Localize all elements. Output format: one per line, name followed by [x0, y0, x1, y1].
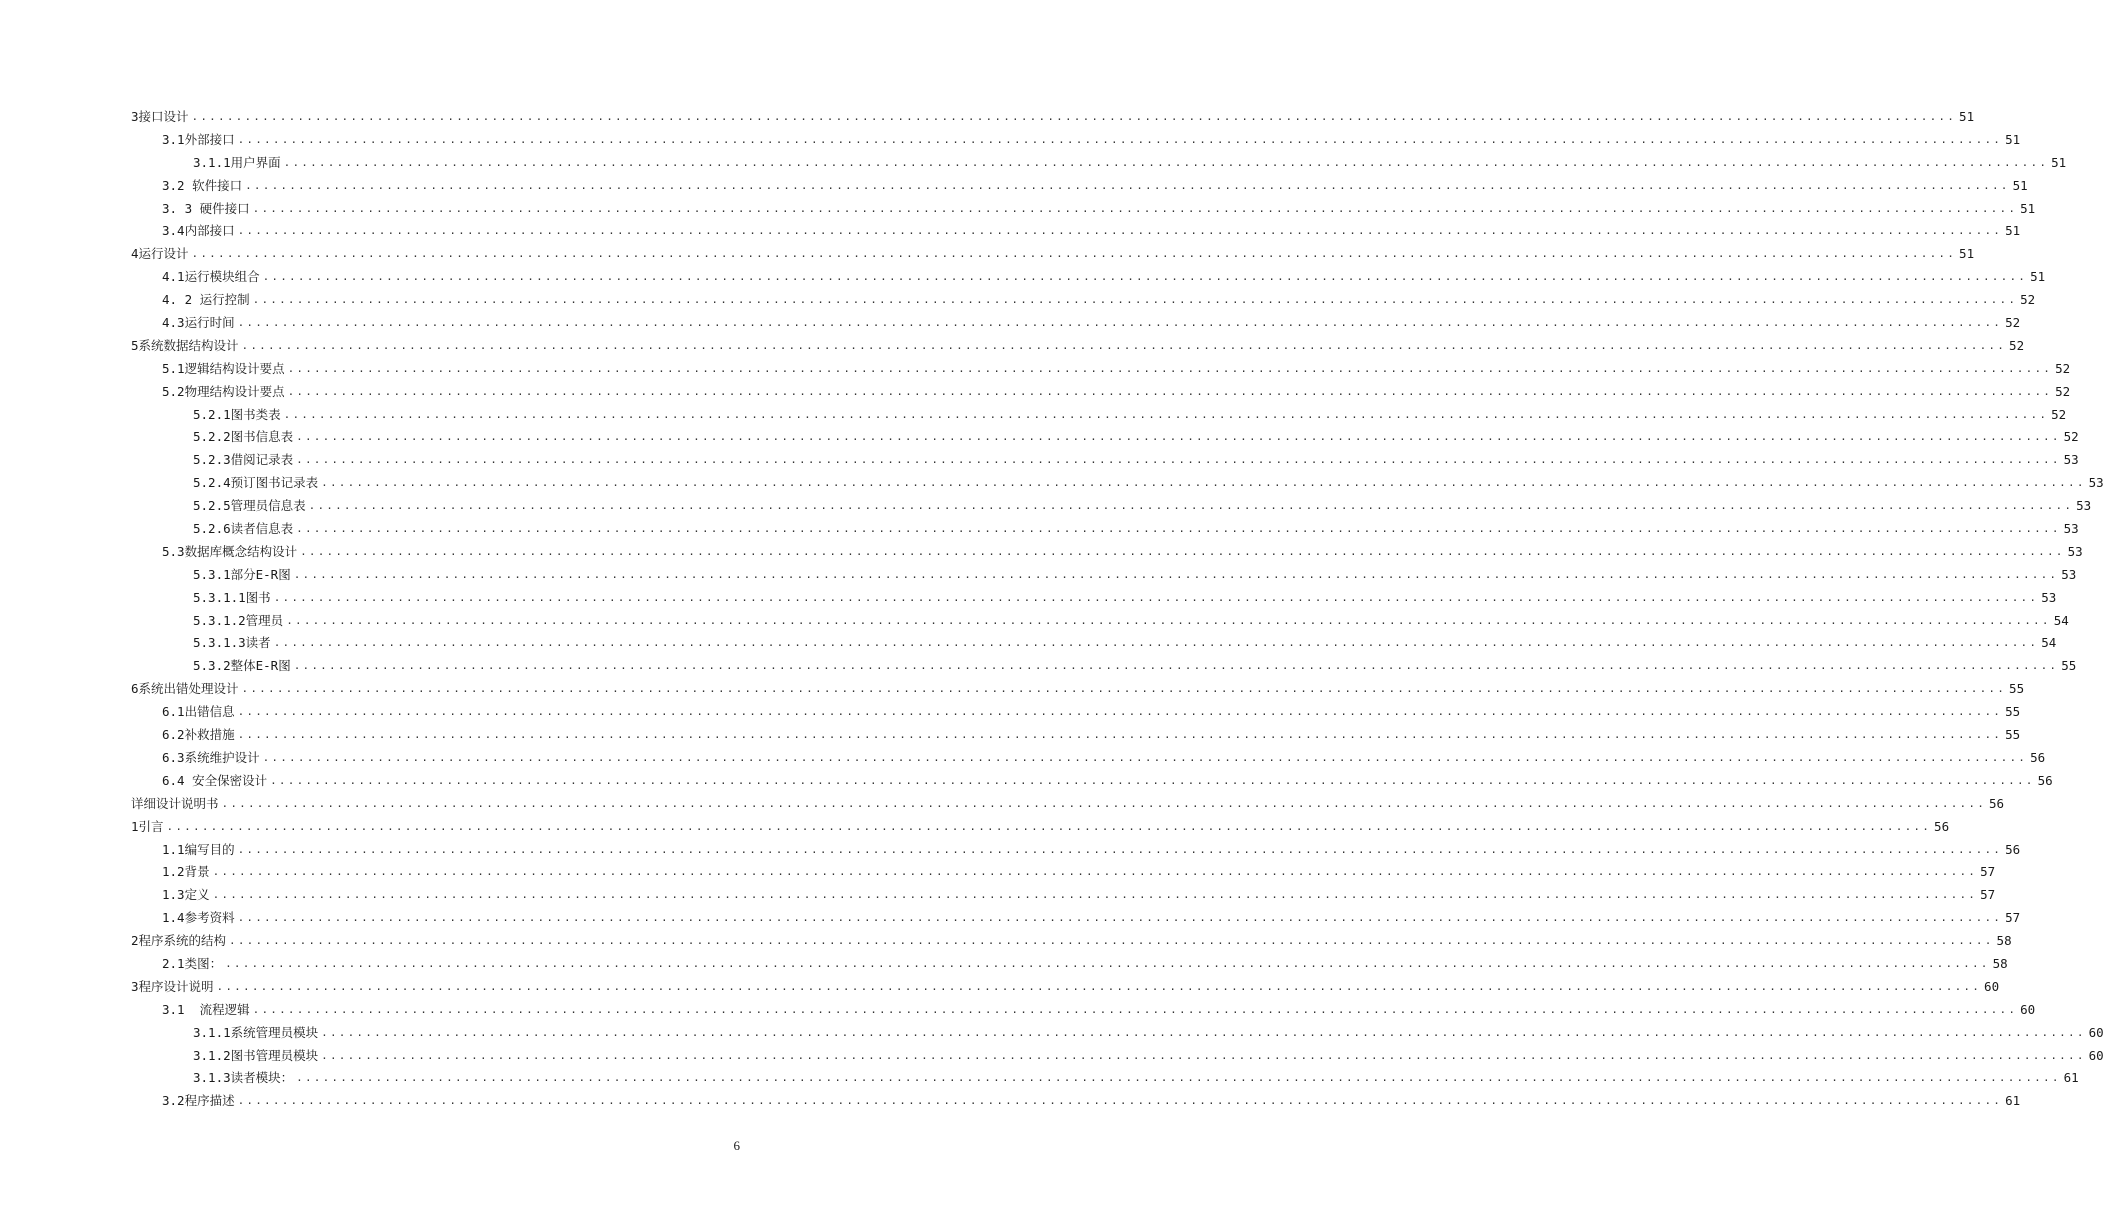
toc-entry-title: 3.2程序描述 [162, 1093, 235, 1109]
toc-entry[interactable] [0, 793, 2005, 816]
toc-entry-title: 4. 2 运行控制 [162, 292, 250, 308]
dot-leader: ........................................................................................................................................................................................................ [237, 316, 2003, 330]
toc-entry-page: 54 [2041, 635, 2057, 651]
toc-entry-title: 5.2.5管理员信息表 [193, 498, 306, 514]
toc-entry[interactable] [0, 1045, 2104, 1068]
dot-leader: ........................................................................................................................................................................................................ [212, 888, 1978, 902]
dot-leader: ........................................................................................................................................................................................................ [212, 865, 1978, 879]
toc-entry-page: 61 [2005, 1093, 2021, 1109]
toc-entry[interactable] [0, 587, 2057, 610]
toc-entry-title: 5.2.4预订图书记录表 [193, 475, 319, 491]
toc-entry[interactable] [0, 335, 2025, 358]
toc-entry-page: 53 [2063, 521, 2079, 537]
toc-entry[interactable] [0, 953, 2008, 976]
toc-entry-title: 6.1出错信息 [162, 704, 235, 720]
toc-entry-page: 51 [2005, 223, 2021, 239]
dot-leader: ........................................................................................................................................................................................................ [229, 934, 1994, 948]
dot-leader: ........................................................................................................................................................................................................ [166, 819, 1932, 833]
toc-entry-title: 3.1.1系统管理员模块 [193, 1024, 319, 1040]
toc-entry-page: 51 [2030, 269, 2046, 285]
dot-leader: ........................................................................................................................................................................................................ [321, 1025, 2086, 1039]
toc-entry-title: 1引言 [131, 818, 164, 834]
dot-leader: ........................................................................................................................................................................................................ [287, 361, 2053, 375]
toc-entry-title: 5.1逻辑结构设计要点 [162, 360, 285, 376]
toc-entry-title: 1.4参考资料 [162, 910, 235, 926]
toc-entry-title: 3程序设计说明 [131, 978, 214, 994]
toc-entry-page: 55 [2061, 658, 2077, 674]
toc-entry-page: 51 [2051, 154, 2067, 170]
toc-entry-title: 3接口设计 [131, 109, 189, 124]
toc-entry-title: 5系统数据结构设计 [131, 337, 239, 353]
dot-leader: ........................................................................................................................................................................................................ [296, 430, 2061, 444]
dot-leader: ........................................................................................................................................................................................................ [273, 636, 2039, 650]
toc-entry-title: 1.3定义 [162, 887, 210, 903]
toc-entry-title: 4.1运行模块组合 [162, 269, 260, 285]
toc-entry-title: 3.1外部接口 [162, 131, 235, 147]
toc-entry-page: 60 [2088, 1047, 2104, 1063]
toc-entry-page: 56 [2037, 772, 2053, 788]
dot-leader: ........................................................................................................................................................................................................ [293, 659, 2059, 673]
dot-leader: ........................................................................................................................................................................................................ [273, 590, 2039, 604]
toc-entry-page: 52 [2020, 292, 2036, 308]
toc-entry[interactable] [0, 472, 2104, 495]
toc-entry-title: 5.2物理结构设计要点 [162, 383, 285, 399]
toc-entry-page: 60 [2020, 1001, 2036, 1017]
toc-entry-page: 53 [2041, 589, 2057, 605]
toc-entry-title: 5.2.1图书类表 [193, 406, 281, 422]
toc-entry[interactable] [0, 816, 1950, 839]
toc-entry[interactable] [0, 655, 2077, 678]
dot-leader: ........................................................................................................................................................................................................ [237, 842, 2003, 856]
dot-leader: ........................................................................................................................................................................................................ [283, 407, 2049, 421]
toc-entry[interactable] [0, 724, 2021, 747]
dot-leader: ........................................................................................................................................................................................................ [252, 201, 2018, 215]
toc-entry-title: 3.1.1用户界面 [193, 154, 281, 170]
toc-entry-page: 56 [2005, 841, 2021, 857]
toc-entry-title: 5.3.1.2管理员 [193, 612, 284, 628]
dot-leader: ........................................................................................................................................................................................................ [237, 224, 2003, 238]
toc-entry[interactable] [0, 106, 1975, 129]
toc-entry-title: 5.3数据库概念结构设计 [162, 543, 298, 559]
toc-entry-page: 60 [1984, 978, 2000, 994]
toc-entry[interactable] [0, 907, 2021, 930]
toc-entry-title: 1.1编写目的 [162, 841, 235, 857]
dot-leader: ........................................................................................................................................................................................................ [308, 499, 2074, 513]
dot-leader: ........................................................................................................................................................................................................ [237, 132, 2003, 146]
toc-entry-page: 52 [2009, 337, 2025, 353]
toc-entry-page: 57 [1980, 887, 1996, 903]
dot-leader: ........................................................................................................................................................................................................ [252, 1002, 2018, 1016]
toc-entry-page: 55 [2005, 727, 2021, 743]
toc-entry[interactable] [0, 426, 2079, 449]
toc-entry-page: 52 [2051, 406, 2067, 422]
toc-entry[interactable] [0, 152, 2067, 175]
toc-entry-title: 5.3.2整体E-R图 [193, 658, 291, 674]
toc-entry[interactable] [0, 129, 2021, 152]
toc-entry-title: 5.2.6读者信息表 [193, 521, 294, 537]
toc-entry[interactable] [0, 198, 2036, 221]
toc-entry-page: 53 [2088, 475, 2104, 491]
toc-entry-page: 51 [2020, 200, 2036, 216]
toc-entry[interactable] [0, 541, 2083, 564]
dot-leader: ........................................................................................................................................................................................................ [293, 567, 2059, 581]
toc-entry[interactable] [0, 1022, 2104, 1045]
toc-entry-page: 52 [2055, 360, 2071, 376]
toc-entry-page: 56 [1934, 818, 1950, 834]
toc-entry-page: 58 [1992, 955, 2008, 971]
dot-leader: ........................................................................................................................................................................................................ [283, 155, 2049, 169]
toc-entry-page: 60 [2088, 1024, 2104, 1040]
dot-leader: ........................................................................................................................................................................................................ [237, 705, 2003, 719]
dot-leader: ........................................................................................................................................................................................................ [237, 911, 2003, 925]
dot-leader: ........................................................................................................................................................................................................ [300, 544, 2065, 558]
toc-entry-title: 6.2补救措施 [162, 727, 235, 743]
toc-entry[interactable] [0, 289, 2036, 312]
toc-entry[interactable] [0, 358, 2071, 381]
toc-entry-page: 51 [1959, 246, 1975, 262]
table-of-contents [0, 106, 2104, 1113]
dot-leader: ........................................................................................................................................................................................................ [221, 796, 1987, 810]
toc-entry[interactable] [0, 312, 2021, 335]
dot-leader: ........................................................................................................................................................................................................ [216, 979, 1982, 993]
toc-entry-page: 57 [1980, 864, 1996, 880]
toc-entry-page: 52 [2005, 315, 2021, 331]
toc-entry-page: 52 [2063, 429, 2079, 445]
toc-entry-title: 3.1.2图书管理员模块 [193, 1047, 319, 1063]
toc-entry-title: 1.2背景 [162, 864, 210, 880]
toc-entry[interactable] [0, 175, 2028, 198]
toc-entry[interactable] [0, 243, 1975, 266]
dot-leader: ........................................................................................................................................................................................................ [262, 750, 2028, 764]
toc-entry-page: 53 [2067, 543, 2083, 559]
toc-entry-page: 51 [2005, 131, 2021, 147]
toc-entry[interactable] [0, 930, 2012, 953]
dot-leader: ........................................................................................................................................................................................................ [191, 247, 1957, 261]
toc-entry-title: 4运行设计 [131, 246, 189, 262]
dot-leader: ........................................................................................................................................................................................................ [270, 773, 2035, 787]
toc-entry-page: 53 [2061, 566, 2077, 582]
toc-entry-page: 57 [2005, 910, 2021, 926]
dot-leader: ........................................................................................................................................................................................................ [296, 453, 2061, 467]
toc-entry[interactable] [0, 861, 1996, 884]
toc-entry-page: 56 [1989, 795, 2005, 811]
toc-entry[interactable] [0, 632, 2057, 655]
dot-leader: ........................................................................................................................................................................................................ [191, 110, 1957, 123]
toc-entry-page: 51 [1959, 109, 1975, 124]
toc-entry-title: 3.1.3读者模块： [193, 1070, 294, 1086]
toc-entry[interactable] [0, 449, 2079, 472]
toc-entry[interactable] [0, 839, 2021, 862]
toc-entry-title: 5.3.1.3读者 [193, 635, 271, 651]
toc-entry-page: 61 [2063, 1070, 2079, 1086]
toc-entry-title: 5.2.2图书信息表 [193, 429, 294, 445]
toc-entry-title: 5.3.1部分E-R图 [193, 566, 291, 582]
dot-leader: ........................................................................................................................................................................................................ [296, 522, 2061, 536]
toc-entry-page: 56 [2030, 749, 2046, 765]
toc-entry-title: 6系统出错处理设计 [131, 681, 239, 697]
toc-entry[interactable] [0, 884, 1996, 907]
toc-entry-title: 5.2.3借阅记录表 [193, 452, 294, 468]
toc-entry[interactable] [0, 770, 2053, 793]
toc-entry[interactable] [0, 266, 2046, 289]
dot-leader: ........................................................................................................................................................................................................ [225, 956, 1990, 970]
toc-entry[interactable] [0, 404, 2067, 427]
toc-entry-page: 52 [2055, 383, 2071, 399]
toc-entry-title: 3. 3 硬件接口 [162, 200, 250, 216]
toc-entry[interactable] [0, 1067, 2079, 1090]
toc-entry[interactable] [0, 610, 2069, 633]
toc-entry[interactable] [0, 220, 2021, 243]
toc-entry[interactable] [0, 381, 2071, 404]
toc-entry[interactable] [0, 701, 2021, 724]
dot-leader: ........................................................................................................................................................................................................ [237, 1094, 2003, 1108]
toc-entry[interactable] [0, 1090, 2021, 1113]
page-number: 6 [733, 1138, 740, 1153]
toc-entry[interactable] [0, 495, 2092, 518]
toc-entry[interactable] [0, 976, 2000, 999]
toc-entry[interactable] [0, 678, 2025, 701]
toc-entry-title: 2.1类图： [162, 955, 223, 971]
toc-entry[interactable] [0, 999, 2036, 1022]
toc-entry-title: 6.4 安全保密设计 [162, 772, 268, 788]
toc-entry-title: 4.3运行时间 [162, 315, 235, 331]
toc-entry-page: 55 [2005, 704, 2021, 720]
dot-leader: ........................................................................................................................................................................................................ [237, 728, 2003, 742]
toc-entry-page: 55 [2009, 681, 2025, 697]
dot-leader: ........................................................................................................................................................................................................ [262, 270, 2028, 284]
toc-entry[interactable] [0, 747, 2046, 770]
toc-entry-page: 51 [2012, 177, 2028, 193]
dot-leader: ........................................................................................................................................................................................................ [287, 384, 2053, 398]
toc-entry-title: 5.3.1.1图书 [193, 589, 271, 605]
toc-entry-title: 3.2 软件接口 [162, 177, 243, 193]
dot-leader: ........................................................................................................................................................................................................ [241, 338, 2007, 352]
toc-entry-page: 54 [2053, 612, 2069, 628]
dot-leader: ........................................................................................................................................................................................................ [321, 476, 2086, 490]
toc-entry-title: 2程序系统的结构 [131, 933, 227, 949]
toc-entry-title: 详细设计说明书 [131, 795, 219, 811]
toc-entry-page: 53 [2076, 498, 2092, 514]
toc-entry-title: 3.1 流程逻辑 [162, 1001, 250, 1017]
dot-leader: ........................................................................................................................................................................................................ [252, 293, 2018, 307]
dot-leader: ........................................................................................................................................................................................................ [296, 1071, 2061, 1085]
dot-leader: ........................................................................................................................................................................................................ [321, 1048, 2086, 1062]
toc-entry-title: 3.4内部接口 [162, 223, 235, 239]
toc-entry-page: 58 [1996, 933, 2012, 949]
dot-leader: ........................................................................................................................................................................................................ [245, 178, 2010, 192]
dot-leader: ........................................................................................................................................................................................................ [286, 613, 2051, 627]
toc-entry-page: 53 [2063, 452, 2079, 468]
toc-entry[interactable] [0, 518, 2079, 541]
toc-entry[interactable] [0, 564, 2077, 587]
toc-entry-title: 6.3系统维护设计 [162, 749, 260, 765]
dot-leader: ........................................................................................................................................................................................................ [241, 682, 2007, 696]
